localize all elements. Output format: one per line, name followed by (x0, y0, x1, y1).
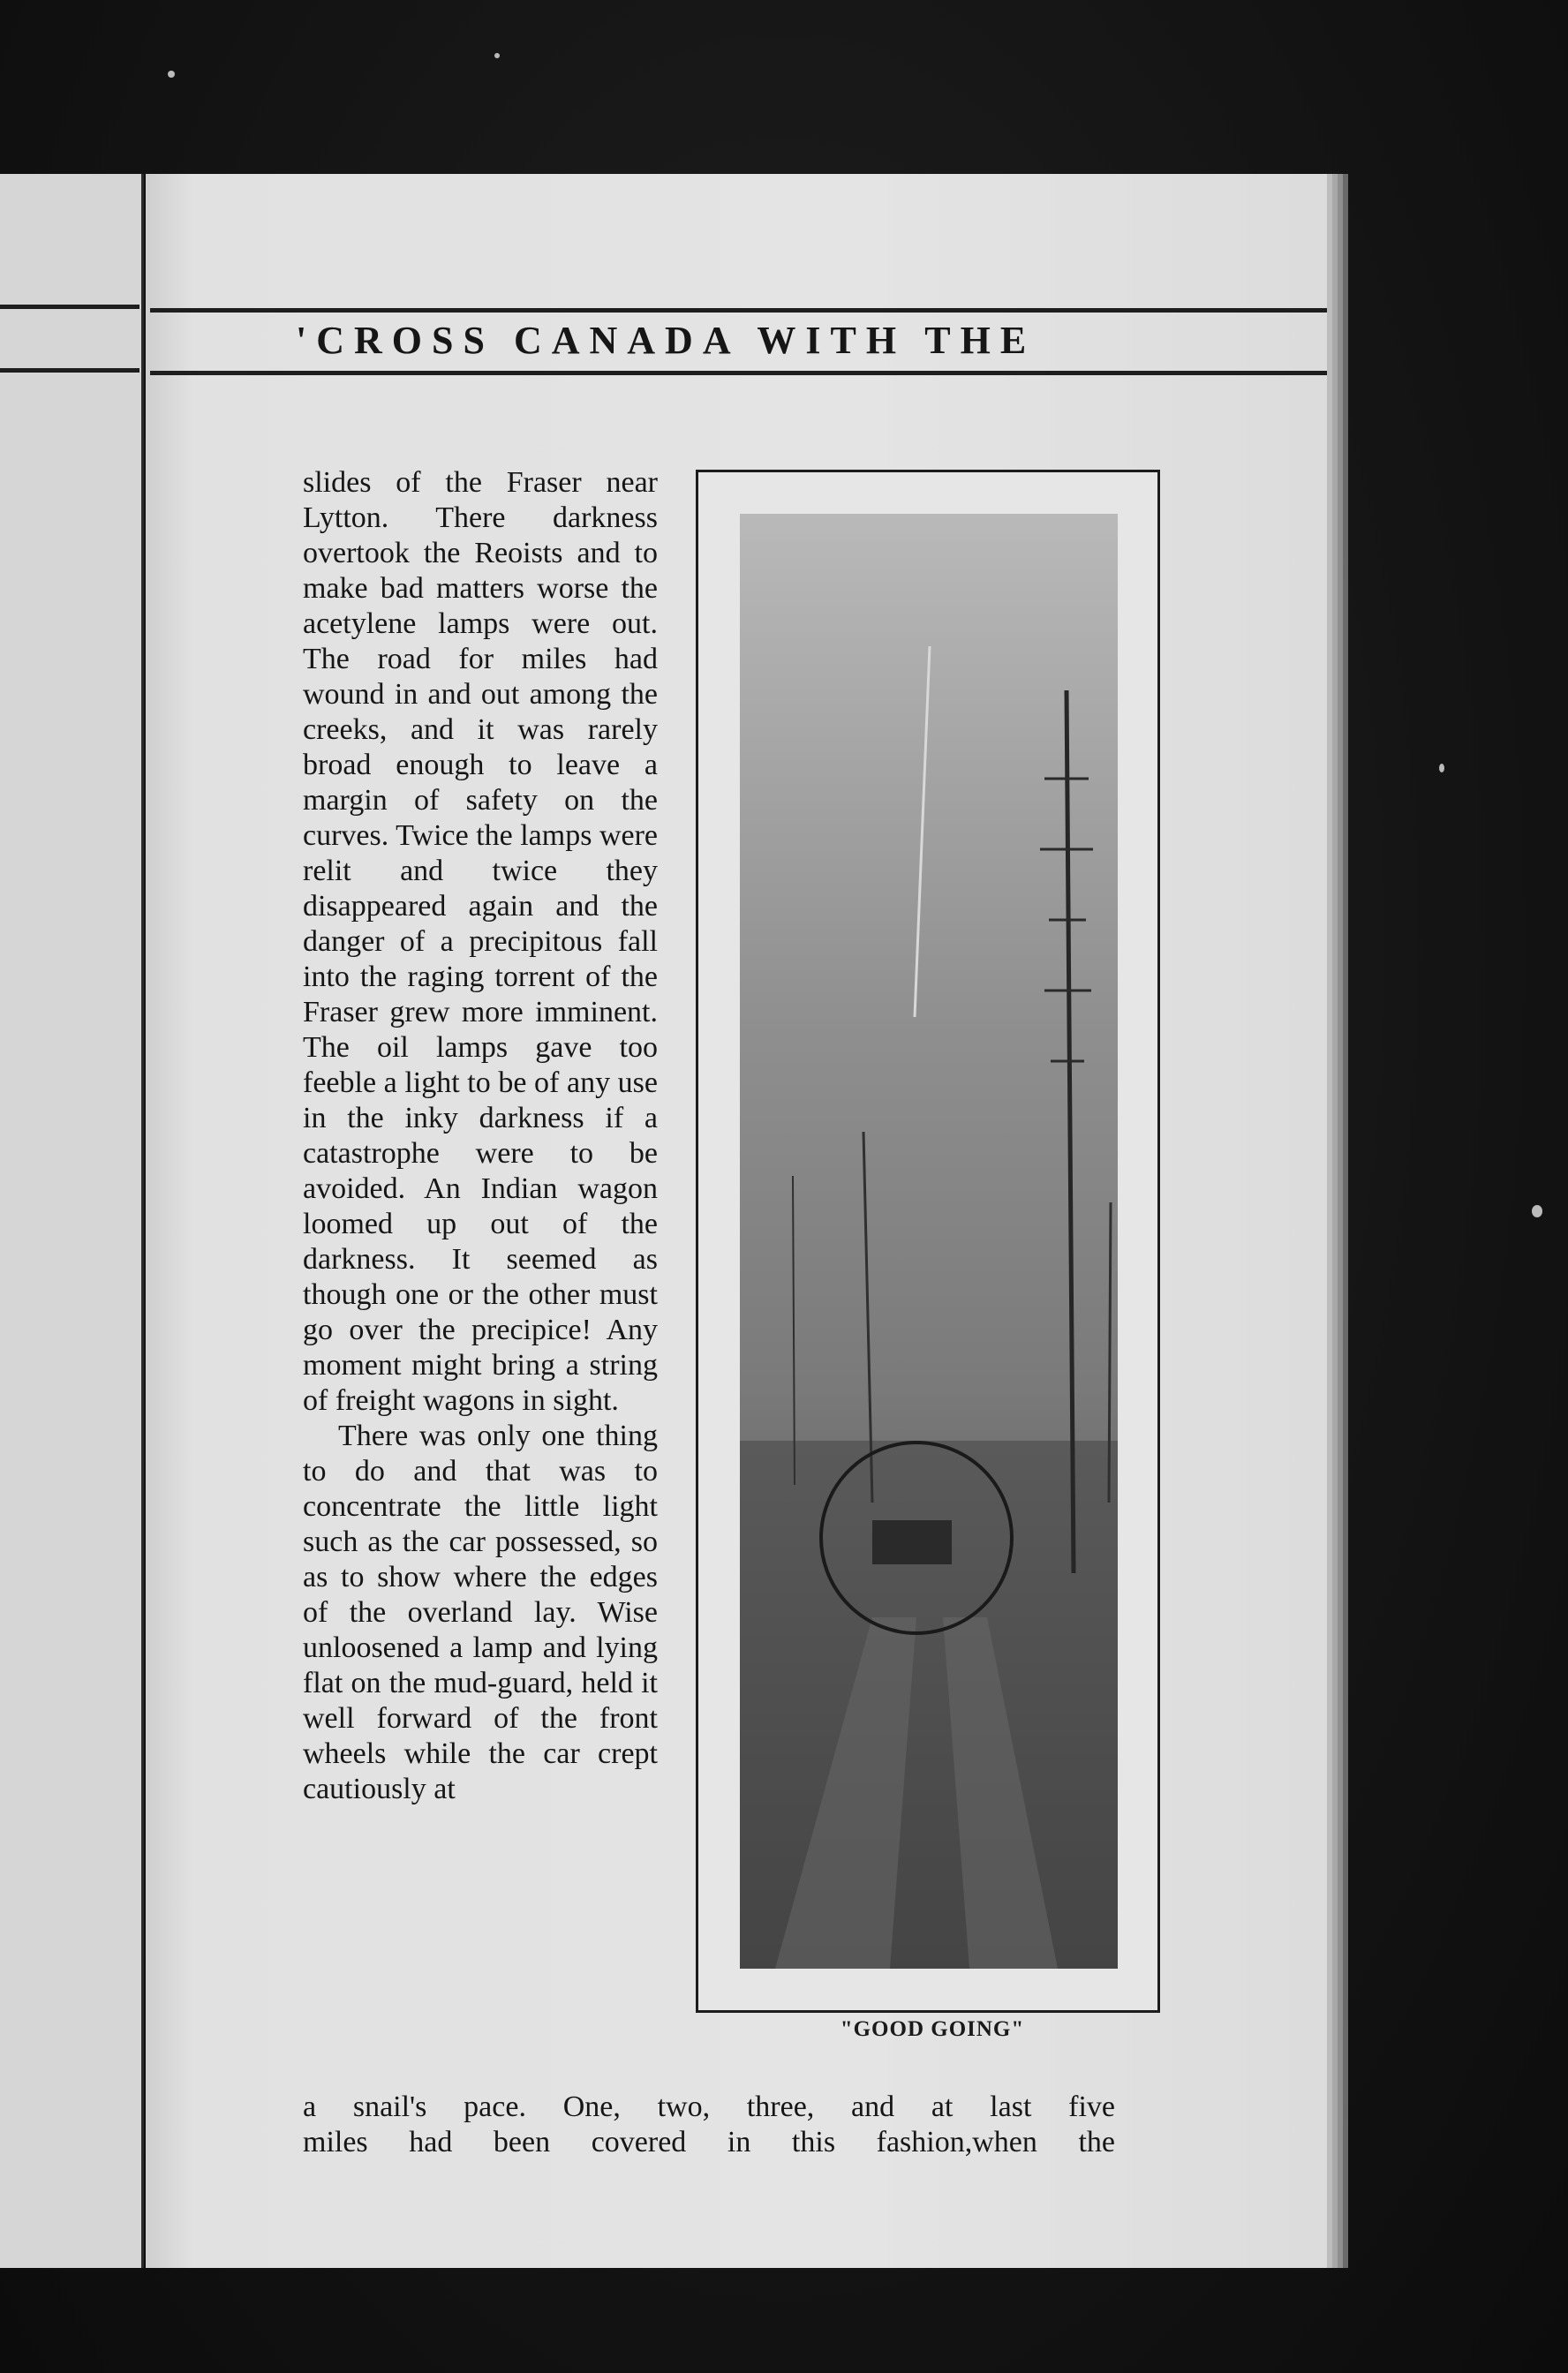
book-page (146, 174, 1327, 2268)
dust-speck (168, 71, 175, 78)
header-rule-bottom (0, 368, 139, 373)
paragraph-1: slides of the Fraser near Lytton. There darkness overtook the Reoists and to make bad matters worse the acetylene lamps were out. The road for miles had wound in and out among the creeks, and it was rarely broad enough to leave a margin of safety on the curves. Twice the lamps were relit and twice they disappeared again and the danger of a precipitous fall into the raging torrent of the Fraser grew more imminent. The oil lamps gave too feeble a light to be of any use in the inky darkness if a catastrophe were to be avoided. An Indian wagon loomed up out of the darkness. It seemed as though one or the other must go over the precipice! Any moment might bring a string of freight wagons in sight. (303, 466, 659, 1417)
dust-speck (1439, 764, 1444, 772)
text-line: miles had been covered in this fashion,when the (303, 2126, 1115, 2158)
text-line: a snail's pace. One, two, three, and at last five (303, 2090, 1115, 2123)
dust-speck (1532, 1205, 1542, 1217)
facing-page (0, 174, 144, 2268)
photo-frame (696, 470, 1160, 2013)
running-head: 'CROSS CANADA WITH THE (296, 319, 1037, 362)
header-rule-top (0, 305, 139, 309)
full-width-text (303, 2090, 1115, 2160)
dust-speck (494, 53, 500, 58)
forest-road-photo (740, 514, 1118, 1969)
text-column (303, 465, 658, 1807)
photo-caption: "GOOD GOING" (840, 2017, 1025, 2041)
header-rule-top (150, 308, 1327, 313)
header-rule-bottom (150, 371, 1327, 375)
paragraph-2: There was only one thing to do and that was to concentrate the little light such as the car possessed, so as to show where the edges of the overland lay. Wise unloosened a lamp and lying flat on the mud-guard, held it well forward of the front wheels while the car crept cautiously at (303, 1420, 658, 1805)
